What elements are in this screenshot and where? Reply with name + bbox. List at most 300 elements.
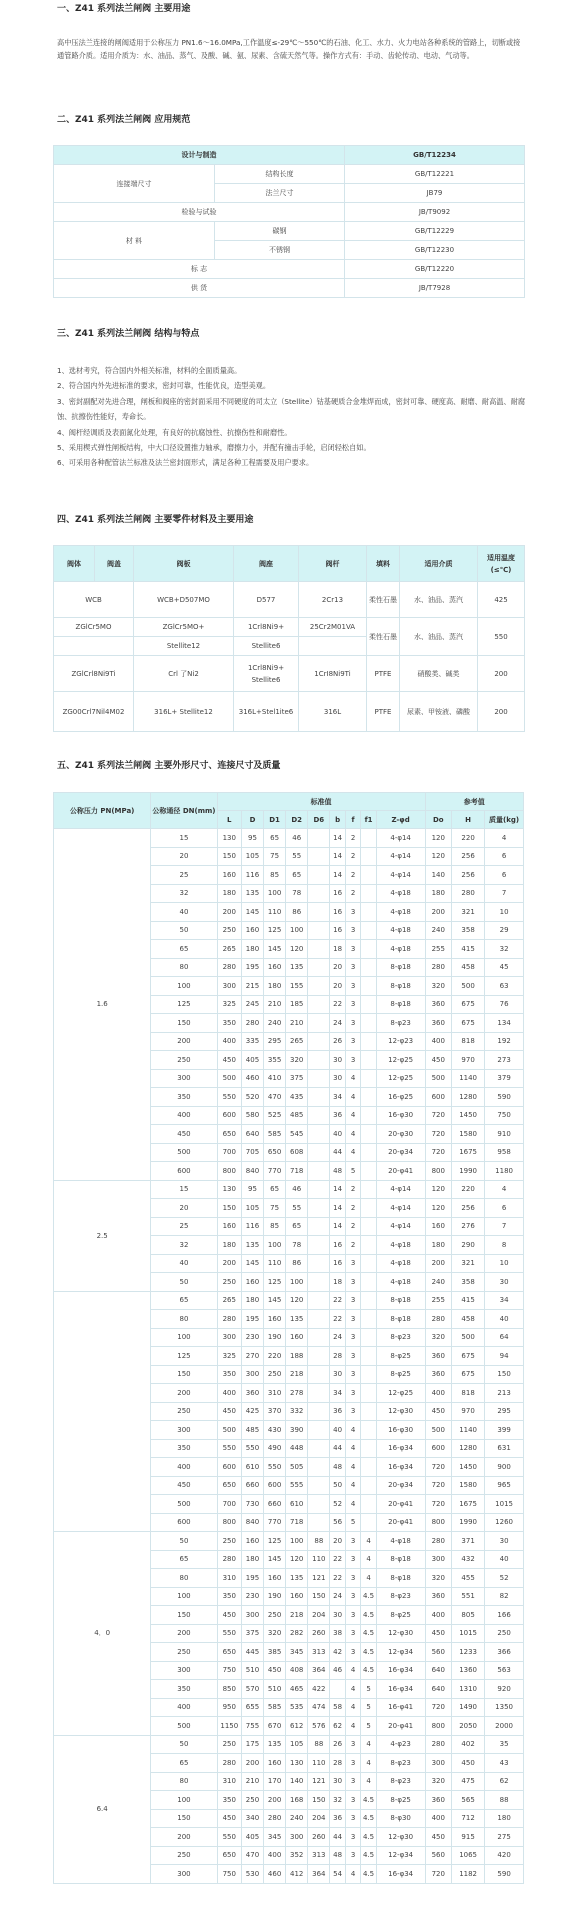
dim-header-pn: 公称压力 PN(MPa) (54, 793, 151, 829)
dim-cell (308, 1032, 330, 1051)
dim-cell (308, 1476, 330, 1495)
dim-cell: 3 (345, 1606, 360, 1625)
dim-cell: 650 (217, 1125, 241, 1144)
dim-cell: 2 (345, 1199, 360, 1218)
dim-cell: 900 (485, 1458, 524, 1477)
dim-cell: 256 (452, 847, 485, 866)
dim-cell: 46 (286, 829, 308, 848)
dim-cell: 474 (308, 1698, 330, 1717)
dim-cell: 4-φ18 (376, 884, 425, 903)
dim-cell: 675 (452, 1365, 485, 1384)
dim-cell: 4 (345, 1717, 360, 1736)
dim-cell: 220 (264, 1347, 286, 1366)
dim-cell: 720 (425, 1125, 452, 1144)
dim-cell: 4 (361, 1772, 376, 1791)
dim-cell: 700 (217, 1495, 241, 1514)
dim-cell: 26 (330, 1032, 345, 1051)
dim-cell: 390 (286, 1421, 308, 1440)
dim-cell: 135 (264, 1735, 286, 1754)
dim-cell: 134 (485, 1014, 524, 1033)
dim-cell: 64 (485, 1328, 524, 1347)
dim-cell: 2 (345, 1217, 360, 1236)
dim-cell: 350 (217, 1791, 241, 1810)
dim-cell: 270 (241, 1347, 263, 1366)
dim-cell: 125 (264, 1273, 286, 1292)
dim-cell: 700 (217, 1143, 241, 1162)
dim-cell: 300 (217, 977, 241, 996)
dim-cell: 20 (330, 1532, 345, 1551)
materials-header-cell: 填料 (367, 546, 400, 582)
dim-cell: 42 (330, 1643, 345, 1662)
dim-cell (361, 1347, 376, 1366)
dim-cell (361, 921, 376, 940)
dim-cell: 16 (330, 1236, 345, 1255)
dim-cell: 2 (345, 866, 360, 885)
dn-cell: 500 (151, 1495, 217, 1514)
dim-cell: 250 (217, 1735, 241, 1754)
dn-cell: 350 (151, 1088, 217, 1107)
dim-cell: 160 (241, 921, 263, 940)
dim-cell: 4-φ14 (376, 1180, 425, 1199)
dim-cell: 280 (217, 958, 241, 977)
dim-cell: 12-φ25 (376, 1069, 425, 1088)
dim-cell: 56 (330, 1513, 345, 1532)
dim-cell: 100 (286, 1273, 308, 1292)
dim-cell: 360 (425, 1587, 452, 1606)
dim-cell: 140 (286, 1772, 308, 1791)
dn-cell: 80 (151, 1310, 217, 1329)
dim-cell (361, 884, 376, 903)
dim-cell: 32 (330, 1791, 345, 1810)
dim-cell: 3 (345, 1384, 360, 1403)
standards-value: JB/T9092 (345, 203, 525, 222)
dim-cell: 210 (286, 1014, 308, 1033)
dim-cell: 40 (330, 1421, 345, 1440)
dim-cell: 335 (241, 1032, 263, 1051)
dim-cell: 40 (330, 1125, 345, 1144)
dn-cell: 65 (151, 1754, 217, 1773)
dim-cell (361, 847, 376, 866)
dim-cell: 44 (330, 1439, 345, 1458)
dim-cell: 10 (485, 903, 524, 922)
dim-cell: 65 (286, 1217, 308, 1236)
materials-table (53, 545, 525, 732)
dim-cell: 450 (425, 1828, 452, 1847)
dn-cell: 50 (151, 1735, 217, 1754)
dim-cell: 500 (217, 1421, 241, 1440)
dim-cell: 3 (345, 1014, 360, 1033)
dim-cell: 46 (330, 1661, 345, 1680)
dim-cell: 475 (452, 1772, 485, 1791)
dim-cell: 210 (264, 995, 286, 1014)
dim-cell (308, 1513, 330, 1532)
dim-subheader-cell: Z-φd (376, 811, 425, 829)
dim-cell: 16-φ34 (376, 1458, 425, 1477)
material-cell: 550 (478, 618, 525, 656)
dn-cell: 40 (151, 1254, 217, 1273)
dn-cell: 150 (151, 1809, 217, 1828)
dim-cell: 16 (330, 884, 345, 903)
dim-cell: 3 (345, 1532, 360, 1551)
material-cell (54, 637, 134, 656)
dim-cell: 220 (452, 829, 485, 848)
dim-cell: 250 (241, 1791, 263, 1810)
dim-cell: 4-φ18 (376, 1236, 425, 1255)
dn-cell: 250 (151, 1643, 217, 1662)
dim-cell: 3 (345, 1347, 360, 1366)
dim-cell: 100 (286, 1532, 308, 1551)
dim-cell: 370 (264, 1402, 286, 1421)
dim-cell (308, 1051, 330, 1070)
dim-cell: 720 (425, 1143, 452, 1162)
dim-cell: 160 (264, 958, 286, 977)
dim-cell (308, 1106, 330, 1125)
dim-cell: 965 (485, 1476, 524, 1495)
dim-cell: 120 (425, 1199, 452, 1218)
dim-cell (308, 1310, 330, 1329)
dim-cell: 3 (345, 1587, 360, 1606)
dim-cell: 550 (217, 1624, 241, 1643)
dim-cell (308, 1439, 330, 1458)
dim-cell: 30 (330, 1606, 345, 1625)
dim-cell: 250 (217, 921, 241, 940)
dim-cell: 800 (425, 1513, 452, 1532)
dim-cell: 12-φ34 (376, 1846, 425, 1865)
dim-cell (308, 977, 330, 996)
dim-cell: 345 (286, 1643, 308, 1662)
dim-cell: 4.5 (361, 1846, 376, 1865)
dim-cell: 204 (308, 1809, 330, 1828)
dim-cell: 3 (345, 1254, 360, 1273)
dim-cell: 282 (286, 1624, 308, 1643)
dim-cell: 585 (264, 1698, 286, 1717)
dim-cell: 8-φ30 (376, 1809, 425, 1828)
dim-cell: 576 (308, 1717, 330, 1736)
dim-subheader-cell: D6 (308, 811, 330, 829)
dim-cell: 110 (308, 1754, 330, 1773)
dim-cell: 65 (264, 1180, 286, 1199)
dn-cell: 250 (151, 1051, 217, 1070)
dim-cell: 160 (241, 1532, 263, 1551)
dim-cell: 485 (286, 1106, 308, 1125)
dim-cell: 76 (485, 995, 524, 1014)
pn-cell: 1.6 (54, 829, 151, 1181)
dim-cell (308, 1291, 330, 1310)
dim-cell: 86 (286, 1254, 308, 1273)
dim-cell: 550 (264, 1458, 286, 1477)
dim-cell: 220 (452, 1180, 485, 1199)
dim-cell: 400 (425, 1032, 452, 1051)
dim-cell (308, 1014, 330, 1033)
dim-cell: 400 (264, 1846, 286, 1865)
dim-cell: 160 (217, 866, 241, 885)
dim-cell: 28 (330, 1754, 345, 1773)
material-cell: 316L+ Stellite12 (134, 692, 234, 732)
dn-cell: 300 (151, 1661, 217, 1680)
dim-header-standard: 标准值 (217, 793, 425, 811)
dim-cell: 631 (485, 1439, 524, 1458)
dim-cell: 120 (286, 1550, 308, 1569)
dim-cell (308, 1180, 330, 1199)
dim-cell (361, 1069, 376, 1088)
dim-cell: 2 (345, 884, 360, 903)
dim-cell: 420 (485, 1846, 524, 1865)
dim-cell: 325 (217, 995, 241, 1014)
material-cell: 200 (478, 656, 525, 692)
dim-cell (308, 829, 330, 848)
dim-cell: 116 (241, 1217, 263, 1236)
dim-cell (361, 866, 376, 885)
dim-cell: 16 (330, 1254, 345, 1273)
dim-cell: 4-φ18 (376, 903, 425, 922)
dim-cell: 260 (308, 1624, 330, 1643)
dim-cell: 121 (308, 1569, 330, 1588)
dim-cell (308, 1458, 330, 1477)
dim-cell: 12-φ30 (376, 1624, 425, 1643)
dim-cell: 250 (264, 1365, 286, 1384)
dim-cell: 8 (485, 1236, 524, 1255)
dim-cell: 321 (452, 1254, 485, 1273)
dim-cell: 1280 (452, 1439, 485, 1458)
dim-cell: 4 (345, 1865, 360, 1884)
dim-cell: 4.5 (361, 1865, 376, 1884)
dim-cell: 218 (286, 1365, 308, 1384)
dim-cell: 408 (286, 1661, 308, 1680)
dim-cell: 3 (345, 1273, 360, 1292)
features-list (57, 363, 527, 471)
dim-cell: 8-φ18 (376, 1291, 425, 1310)
dim-cell: 750 (485, 1106, 524, 1125)
dim-cell: 36 (330, 1809, 345, 1828)
dim-subheader-cell: b (330, 811, 345, 829)
dim-cell: 3 (345, 903, 360, 922)
dim-cell: 360 (425, 1365, 452, 1384)
dn-cell: 25 (151, 866, 217, 885)
dim-cell: 14 (330, 1199, 345, 1218)
dim-cell: 6 (485, 1199, 524, 1218)
dim-cell: 1450 (452, 1106, 485, 1125)
dim-subheader-cell: Do (425, 811, 452, 829)
dim-cell: 350 (217, 1014, 241, 1033)
dim-cell: 3 (345, 1402, 360, 1421)
dn-cell: 250 (151, 1402, 217, 1421)
dim-cell: 5 (345, 1162, 360, 1181)
dim-cell: 350 (217, 1587, 241, 1606)
dim-cell (361, 1088, 376, 1107)
dim-cell: 8-φ18 (376, 995, 425, 1014)
dim-cell: 4.5 (361, 1587, 376, 1606)
dim-cell: 3 (345, 1328, 360, 1347)
dim-cell: 550 (241, 1439, 263, 1458)
material-cell: 1Crl8Ni9+ (234, 618, 299, 637)
dim-cell: 2000 (485, 1717, 524, 1736)
dim-cell (308, 1347, 330, 1366)
material-cell: 25Cr2M01VA (299, 618, 367, 637)
dim-cell: 20-φ41 (376, 1717, 425, 1736)
dim-cell: 580 (241, 1106, 263, 1125)
dim-cell: 600 (217, 1106, 241, 1125)
dim-cell: 100 (264, 884, 286, 903)
dim-cell: 85 (264, 866, 286, 885)
dim-cell: 280 (452, 884, 485, 903)
dn-cell: 200 (151, 1828, 217, 1847)
dim-cell: 100 (264, 1236, 286, 1255)
dim-cell: 450 (217, 1051, 241, 1070)
dim-cell: 135 (241, 1236, 263, 1255)
dim-cell: 12-φ23 (376, 1032, 425, 1051)
dim-cell: 30 (330, 1365, 345, 1384)
dim-cell (361, 1365, 376, 1384)
dim-cell (308, 921, 330, 940)
dim-cell: 4 (345, 1458, 360, 1477)
dim-cell: 358 (452, 1273, 485, 1292)
dim-cell: 185 (286, 995, 308, 1014)
dim-cell (308, 1402, 330, 1421)
dim-cell: 180 (241, 940, 263, 959)
list-item: 2、符合国内外先进标准的要求，密封可靠，性能优良，造型美观。 (57, 381, 271, 391)
dim-cell (361, 1439, 376, 1458)
dn-cell: 400 (151, 1698, 217, 1717)
dim-cell (361, 1051, 376, 1070)
dim-cell: 105 (241, 1199, 263, 1218)
dim-cell: 755 (241, 1717, 263, 1736)
material-cell: 425 (478, 582, 525, 618)
dim-cell: 120 (425, 1180, 452, 1199)
dn-cell: 20 (151, 1199, 217, 1218)
dim-cell: 14 (330, 866, 345, 885)
dim-cell: 12-φ25 (376, 1051, 425, 1070)
dim-cell: 16-φ25 (376, 1088, 425, 1107)
dim-cell: 3 (345, 1032, 360, 1051)
dim-cell: 145 (264, 1550, 286, 1569)
dim-cell: 4 (345, 1106, 360, 1125)
dim-cell: 1140 (452, 1069, 485, 1088)
dim-cell: 1150 (217, 1717, 241, 1736)
dim-cell: 16-φ34 (376, 1865, 425, 1884)
dim-cell: 95 (241, 1180, 263, 1199)
dim-cell: 500 (425, 1069, 452, 1088)
pn-cell: 4．0 (54, 1532, 151, 1736)
dim-cell (308, 1254, 330, 1273)
dim-cell: 910 (485, 1125, 524, 1144)
dim-cell: 510 (241, 1661, 263, 1680)
dim-cell: 610 (241, 1458, 263, 1477)
dim-cell: 3 (345, 1735, 360, 1754)
dim-cell: 4 (361, 1550, 376, 1569)
dim-cell: 150 (217, 847, 241, 866)
standards-value: GB/T12221 (345, 165, 525, 184)
material-cell: ZGlCr5MO (54, 618, 134, 637)
dn-cell: 300 (151, 1865, 217, 1884)
dim-cell: 14 (330, 829, 345, 848)
dim-cell: 450 (264, 1661, 286, 1680)
dn-cell: 100 (151, 1328, 217, 1347)
dim-cell: 660 (264, 1495, 286, 1514)
dim-cell: 915 (452, 1828, 485, 1847)
dim-cell: 45 (485, 958, 524, 977)
dim-cell: 180 (217, 884, 241, 903)
material-cell: 水、油品、蒸汽 (400, 582, 478, 618)
dim-cell: 48 (330, 1846, 345, 1865)
dim-cell: 28 (330, 1347, 345, 1366)
dim-cell: 250 (217, 1273, 241, 1292)
dim-cell: 240 (425, 1273, 452, 1292)
material-cell: 200 (478, 692, 525, 732)
dim-cell: 52 (485, 1569, 524, 1588)
dim-cell: 14 (330, 1217, 345, 1236)
dim-cell (361, 1236, 376, 1255)
dim-cell: 78 (286, 1236, 308, 1255)
dim-cell: 30 (485, 1532, 524, 1551)
dim-subheader-cell: f1 (361, 811, 376, 829)
dim-cell: 145 (241, 1254, 263, 1273)
dim-cell: 188 (286, 1347, 308, 1366)
material-cell: Stellite6 (234, 637, 299, 656)
dim-cell: 4.5 (361, 1606, 376, 1625)
dim-cell: 7 (485, 1217, 524, 1236)
dim-cell (361, 1458, 376, 1477)
dn-cell: 20 (151, 847, 217, 866)
dim-cell: 280 (425, 958, 452, 977)
dim-cell (361, 1032, 376, 1051)
dim-cell: 26 (330, 1735, 345, 1754)
dim-cell: 520 (241, 1088, 263, 1107)
dim-cell: 840 (241, 1162, 263, 1181)
dim-cell: 3 (345, 977, 360, 996)
standards-group-label: 连接端尺寸 (54, 165, 215, 203)
dim-cell: 3 (345, 1550, 360, 1569)
dim-cell: 455 (452, 1569, 485, 1588)
dim-cell: 650 (217, 1846, 241, 1865)
usage-paragraph: 高中压法兰连接的闸阀适用于公称压力 PN1.6～16.0MPa,工作温度≤-29℃～550℃的石油、化工、水力、火力电站各种系统的管路上，切断或接通管路介质。适用介质为：水、油品、蒸气、及酸、碱、氨、尿素、含硫天然气等。操作方式有：手动、齿轮传动、电动、气动等。 (57, 38, 521, 60)
dn-cell: 125 (151, 995, 217, 1014)
dim-cell (308, 995, 330, 1014)
dim-cell: 1233 (452, 1643, 485, 1662)
dim-cell: 718 (286, 1162, 308, 1181)
dim-cell: 1065 (452, 1846, 485, 1865)
dim-cell: 200 (425, 903, 452, 922)
dim-cell: 155 (286, 977, 308, 996)
dim-cell: 400 (425, 1384, 452, 1403)
dim-cell (361, 1106, 376, 1125)
dim-cell: 8-φ23 (376, 1328, 425, 1347)
dim-cell: 405 (241, 1828, 263, 1847)
dim-cell (361, 977, 376, 996)
dim-cell: 4-φ14 (376, 847, 425, 866)
dn-cell: 80 (151, 1569, 217, 1588)
dim-cell (308, 847, 330, 866)
dim-cell: 278 (286, 1384, 308, 1403)
dim-cell: 32 (485, 940, 524, 959)
dim-cell: 6 (485, 866, 524, 885)
dim-cell: 2 (345, 1180, 360, 1199)
material-cell: Stellite12 (134, 637, 234, 656)
material-cell: ZGlCr5MO+ (134, 618, 234, 637)
dim-cell: 105 (241, 847, 263, 866)
material-cell: 硝酸类、碱类 (400, 656, 478, 692)
dim-cell: 295 (485, 1402, 524, 1421)
dim-cell: 470 (241, 1846, 263, 1865)
dim-cell: 750 (217, 1865, 241, 1884)
dn-cell: 50 (151, 1532, 217, 1551)
dim-cell: 20-φ34 (376, 1476, 425, 1495)
dim-cell: 660 (241, 1476, 263, 1495)
dim-cell: 240 (286, 1809, 308, 1828)
dim-cell (361, 1421, 376, 1440)
dim-cell: 3 (345, 1624, 360, 1643)
dim-cell: 213 (485, 1384, 524, 1403)
dim-cell: 4-φ14 (376, 866, 425, 885)
